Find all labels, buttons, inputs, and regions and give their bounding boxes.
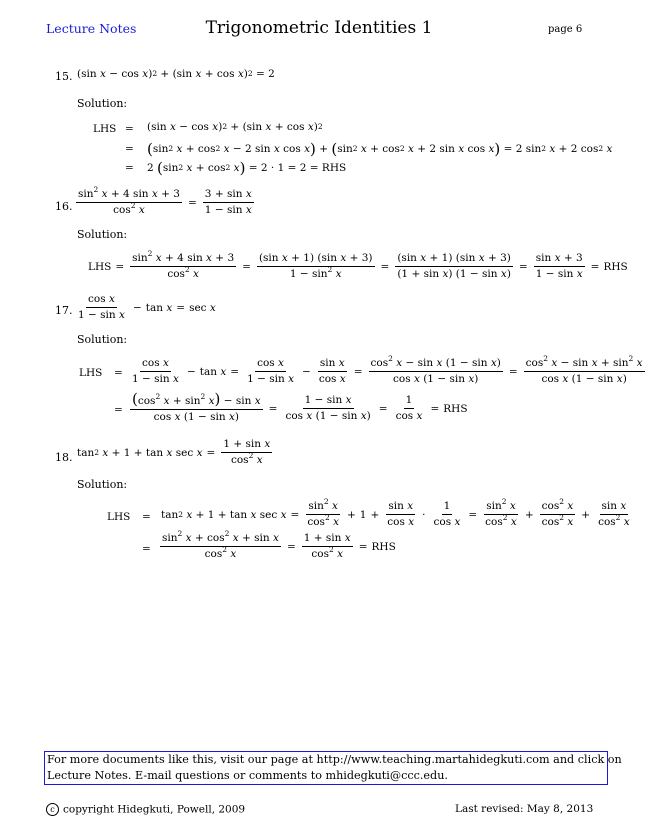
problem-16-statement: $\frac{\sin^2 x + 4 \sin x + 3}{\cos^2 x}$ = $\frac{\text{3 + sin x}}{\text{1 − sin x}}$ [78, 185, 252, 216]
problem-17-number: 17. [55, 304, 73, 317]
problem-17-solution-label: Solution: [77, 333, 128, 346]
copyright-text: copyright Hidegkuti, Powell, 2009 [63, 803, 246, 816]
footer-line-1[interactable]: For more documents like this, visit our page at http://www.teaching.martahidegkuti.com and click on [47, 753, 622, 766]
problem-17-statement: $\frac{\text{cos x}}{\text{1 − sin x}}$ − tan x = sec x [78, 293, 216, 321]
problem-18-rhs: RHS [371, 540, 396, 553]
last-revised: Last revised: May 8, 2013 [455, 803, 594, 815]
problem-18-lhs: LHS [107, 511, 131, 523]
problem-16-lhs: LHS [88, 260, 112, 273]
problem-17-eq-1: = [114, 367, 123, 379]
problem-15-line-1: (sin x − cos x ) 2 + (sin x + cos x ) 2 [147, 121, 323, 133]
problem-18-eq-1: = [142, 511, 151, 523]
problem-17-line-2: $\frac{(\cos^2 x + \sin^2 x) - \sin x}{\text{cos x (1 − sin x)}}$ = $\frac{\text{1 − sin x}}{\text{cos x (1 − sin x)}}$ = $\frac{1}{\text{cos x}}$ = RHS [132, 390, 468, 423]
problem-15-line-3: 2 ( sin 2 x + cos 2 x ) = 2 · 1 = 2 = RHS [147, 159, 347, 177]
footer-line-2[interactable]: Lecture Notes. E-mail questions or comments to mhidegkuti@ccc.edu. [47, 769, 448, 782]
problem-18-line-2: $\frac{\sin^2 x + \cos^2 x + \sin x}{\cos^2 x}$ = $\frac{\text{1 + sin x}}{\cos^2 x}$ = RHS [162, 529, 396, 560]
problem-18-solution-label: Solution: [77, 478, 128, 491]
problem-15-lhs: LHS [93, 123, 117, 135]
problem-18-statement: tan 2 x + 1 + tan x sec x = $\frac{\text{1 + sin x}}{\cos^2 x}$ [77, 438, 271, 466]
problem-16-solution-label: Solution: [77, 228, 128, 241]
problem-15-number: 15. [55, 70, 73, 83]
copyright-icon: c [46, 803, 59, 816]
problem-15-statement: (sin x − cos x ) 2 + (sin x + cos x ) 2 = 2 [77, 68, 275, 80]
header-left: Lecture Notes [46, 21, 137, 36]
problem-15-eq-3: = [125, 162, 134, 174]
problem-15-line-2: ( sin 2 x + cos 2 x − 2 sin x cos x ) + ( sin 2 x + cos 2 x + 2 sin x cos x ) = 2 sin 2 x + 2 cos 2 x [147, 140, 613, 158]
problem-18-eq-2: = [142, 543, 151, 555]
problem-17-lhs: LHS [79, 367, 103, 379]
problem-17-eq-2: = [114, 404, 123, 416]
problem-16-rhs: RHS [603, 260, 628, 273]
problem-18-number: 18. [55, 451, 73, 464]
problem-15-eq-2: = [125, 143, 134, 155]
problem-17-rhs: RHS [443, 402, 468, 415]
page-title: Trigonometric Identities 1 [205, 18, 433, 38]
page-number: page 6 [548, 24, 583, 35]
problem-15-eq-1: = [125, 123, 134, 135]
problem-16-solution: LHS = $\frac{\sin^2 x + 4 \sin x + 3}{\cos^2 x}$ = $\frac{\text{(sin x + 1) (sin x + 3)}}{1 - \sin^2 x}$ = $\frac{\text{(sin x + 1) (sin x + 3)}}{\text{(1 + sin x) (1 − sin x)}}$ = $\frac{\text{sin x + 3}}{\text{1 − sin x}}$ = RHS [88, 249, 628, 280]
problem-15-solution-label: Solution: [77, 97, 128, 110]
copyright [46, 803, 245, 816]
problem-17-line-1: $\frac{\text{cos x}}{\text{1 − sin x}}$ − tan x = $\frac{\text{cos x}}{\text{1 − sin x}}$ − $\frac{\text{sin x}}{\text{cos x}}$ = $\frac{\cos^2 x - \sin x (1 - \sin x)}{\text{cos x (1 − sin x)}}$ = $\frac{\cos^2 x - \sin x + \sin^2 x}{\text{cos x (1 − sin x)}}$ [132, 354, 643, 385]
footer-link-box[interactable] [44, 751, 622, 785]
problem-18-line-1: tan 2 x + 1 + tan x sec x = $\frac{\sin^2 x}{\cos^2 x}$ + 1 + $\frac{\text{sin x}}{\text{cos x}}$ · $\frac{1}{\text{cos x}}$ = $\frac{\sin^2 x}{\cos^2 x}$ + $\frac{\cos^2 x}{\cos^2 x}$ + $\frac{\text{sin x}}{\cos^2 x}$ [161, 497, 630, 528]
problem-16-number: 16. [55, 200, 73, 213]
